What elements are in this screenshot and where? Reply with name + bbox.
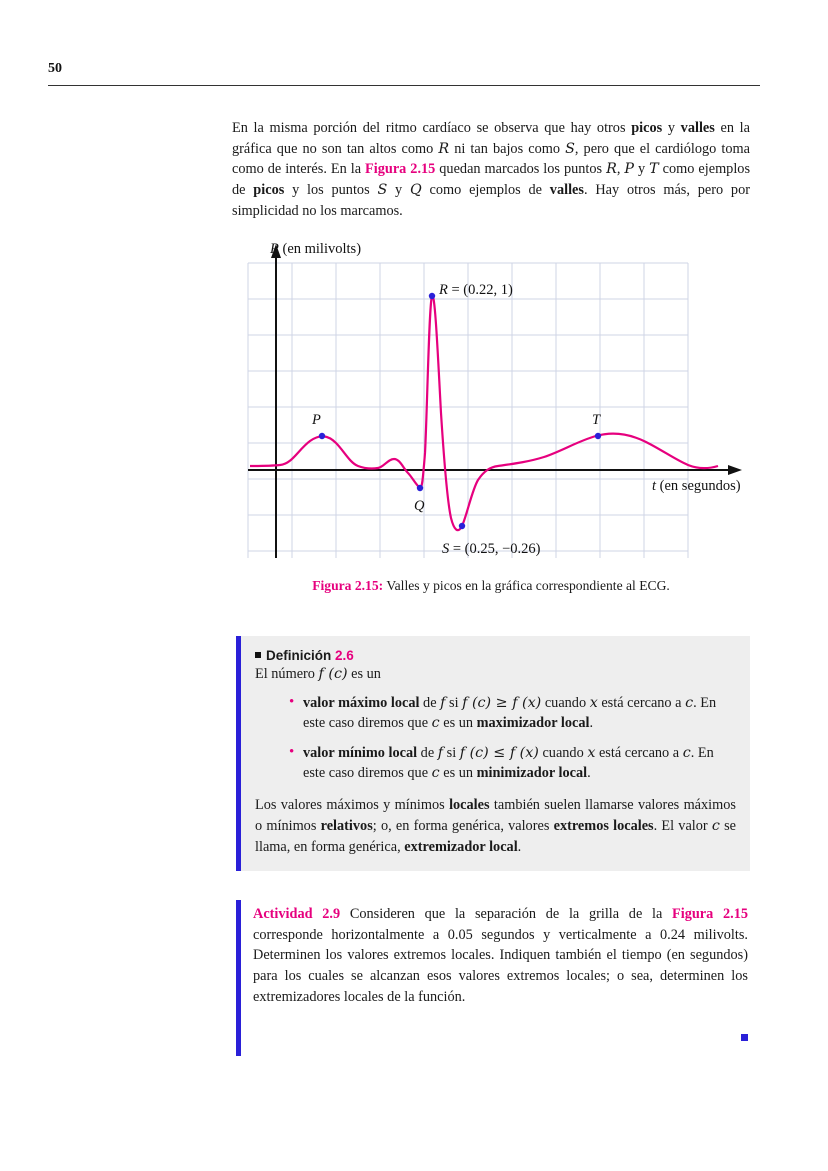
intro-text-3: en la gráfica que no son tan altos como	[232, 120, 750, 157]
tail-bold-extremos: extremos locales	[553, 817, 654, 834]
tail-d: ; o, en forma genérica, valores	[372, 817, 554, 834]
definition-lead-a: El número	[255, 666, 319, 682]
tail-var-c: c	[711, 817, 720, 834]
def-max-m4: c	[685, 695, 694, 711]
def-min-m4: c	[682, 744, 691, 761]
def-min-t3: cuando	[538, 744, 588, 761]
def-max-t4: está cercano a	[597, 695, 686, 711]
point-label-P: P	[312, 412, 321, 428]
tail-a: Los valores máximos y mínimos	[255, 797, 450, 814]
point-label-Q: Q	[414, 498, 425, 514]
def-min-t1: de	[417, 744, 438, 761]
definition-list	[255, 693, 736, 783]
tail-e: . El valor	[653, 817, 712, 834]
activity-label: Actividad 2.9	[253, 906, 341, 922]
definition-number: 2.6	[335, 648, 354, 663]
def-max-m1: f	[440, 695, 446, 711]
intro-text-6: quedan marcados los puntos	[435, 161, 607, 178]
y-axis-label: P (en milivolts)	[270, 241, 362, 257]
square-bullet-icon	[255, 652, 261, 658]
intro-text-11: y	[387, 182, 410, 199]
def-max-m3: x	[589, 695, 598, 711]
def-min-m1: f	[437, 744, 444, 761]
definition-lead	[255, 666, 736, 683]
definition-lead-math: f (c)	[318, 666, 348, 682]
intro-text-7: ,	[616, 161, 625, 178]
definition-lead-b: es un	[347, 666, 381, 682]
header-divider	[48, 85, 760, 86]
definition-box	[236, 636, 750, 871]
def-min-m2: f (c) ≤ f (x)	[459, 744, 539, 761]
intro-var-P: P	[624, 161, 635, 178]
intro-text-4: ni tan bajos como	[449, 140, 566, 157]
def-max-t3: cuando	[541, 695, 590, 711]
activity-text-b: corresponde horizontalmente a 0.05 segundos y verticalmente a 0.24 milivolts. Determinen los valores extremos locales. Indiquen también el tiempo (en segundos) para los cuales se alcanzan esos valores extremos locales; o sea, determinen los extremizadores locales de la función.	[253, 926, 748, 1005]
activity-figure-reference: Figura 2.15	[671, 906, 748, 922]
activity-paragraph	[253, 904, 748, 1008]
tail-c: también suelen llamarse valores máximos o mínimos	[255, 797, 736, 834]
def-max-t6: es un	[439, 715, 477, 732]
point-label-T: T	[592, 412, 601, 428]
ecg-graph-svg	[232, 238, 750, 578]
def-min-t6: es un	[439, 764, 477, 781]
point-label-S: S = (0.25, −0.26)	[442, 541, 541, 557]
intro-paragraph	[232, 118, 750, 222]
def-min-t2: si	[443, 744, 460, 761]
intro-bold-picos-2: picos	[253, 182, 285, 199]
def-max-m2: f (c) ≥ f (x)	[462, 695, 542, 711]
def-min-m5: c	[431, 764, 440, 781]
def-max-bold: valor máximo local	[303, 695, 420, 711]
intro-figure-reference: Figura 2.15	[365, 161, 436, 178]
intro-text-12: como ejemplos de	[421, 182, 550, 199]
intro-bold-valles: valles	[680, 120, 715, 136]
x-axis-label: t (en segundos)	[652, 478, 741, 494]
def-min-t7: .	[587, 764, 591, 781]
intro-var-S: S	[565, 140, 575, 157]
definition-title-word: Definición	[266, 648, 332, 663]
intro-var-R2: R	[606, 161, 617, 178]
def-min-m3: x	[587, 744, 596, 761]
intro-text-13: . Hay otros más, pero por simplicidad no los marcamos.	[232, 182, 750, 219]
def-min-t5: . En este caso diremos que	[303, 744, 714, 781]
activity-end-marker	[253, 1028, 748, 1046]
intro-var-S2: S	[377, 182, 388, 199]
activity-box	[236, 900, 750, 1056]
intro-var-R: R	[438, 140, 450, 157]
intro-paragraph-block	[232, 118, 750, 230]
def-min-t4: está cercano a	[595, 744, 683, 761]
tail-bold-relativos: relativos	[320, 817, 373, 834]
def-min-bold: valor mínimo local	[303, 744, 418, 761]
figure-caption-text: Valles y picos en la gráfica correspondiente al ECG.	[383, 578, 670, 593]
intro-text-1: En la misma porción del ritmo cardíaco se observa que hay otros	[232, 120, 632, 136]
tail-g: .	[517, 838, 522, 855]
definition-tail-paragraph	[255, 795, 736, 857]
tail-f: se llama, en forma genérica,	[255, 817, 737, 855]
definition-item-min	[289, 743, 736, 784]
graph-marked-points	[319, 293, 601, 529]
intro-text-5: , pero que el cardiólogo toma como de interés. En la	[232, 140, 750, 178]
def-max-bold2: maximizador local	[476, 715, 590, 732]
def-max-t7: .	[589, 715, 594, 732]
intro-bold-valles-2: valles	[549, 182, 584, 199]
tail-bold-extremizador: extremizador local	[404, 838, 518, 855]
def-max-m5: c	[431, 715, 440, 732]
intro-text-10: y los puntos	[284, 182, 378, 199]
intro-var-T: T	[649, 161, 659, 178]
definition-title	[255, 648, 736, 663]
def-max-t5: . En este caso diremos que	[303, 695, 717, 732]
def-min-bold2: minimizador local	[476, 764, 588, 781]
figure-caption-label: Figura 2.15:	[312, 578, 384, 593]
point-label-R: R = (0.22, 1)	[439, 282, 513, 298]
intro-bold-picos: picos	[631, 120, 663, 136]
end-square-icon	[741, 1034, 748, 1041]
figure-caption	[232, 578, 750, 594]
activity-text-a: Consideren que la separación de la grilla de la	[340, 906, 672, 922]
page-header	[48, 62, 760, 76]
page-number: 50	[48, 61, 62, 76]
def-max-t1: de	[419, 695, 441, 711]
intro-text-2: y	[662, 120, 681, 136]
ecg-figure	[232, 238, 750, 618]
definition-item-max	[289, 693, 736, 734]
graph-gridlines	[248, 263, 688, 558]
intro-text-8: y	[634, 161, 650, 178]
intro-var-Q: Q	[409, 182, 422, 199]
tail-bold-locales: locales	[449, 797, 490, 814]
intro-text-9: como ejemplos de	[232, 161, 751, 199]
def-max-t2: si	[445, 695, 463, 711]
